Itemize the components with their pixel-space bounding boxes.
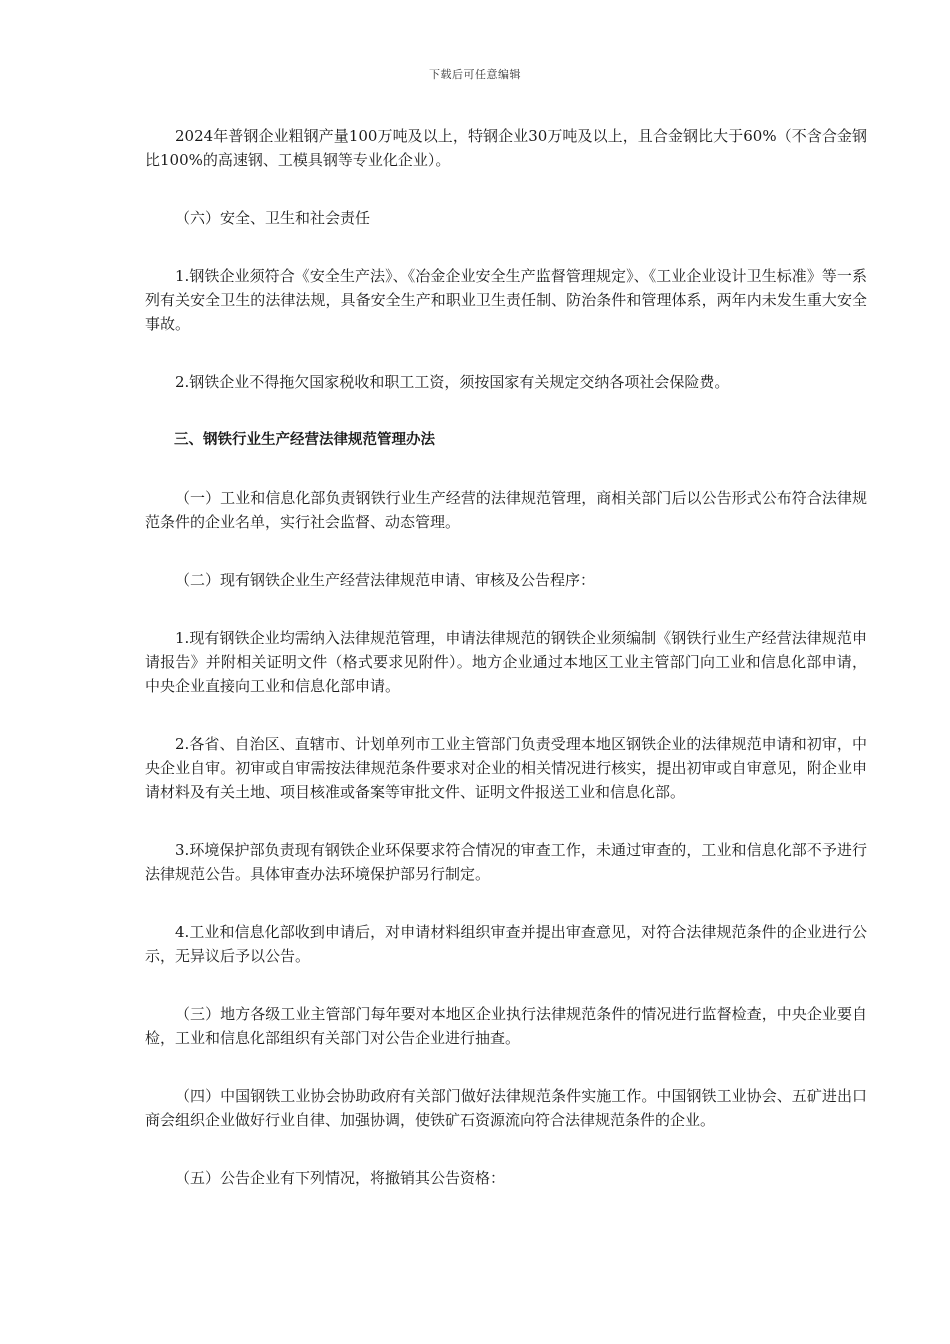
paragraph-supervision: （三）地方各级工业主管部门每年要对本地区企业执行法律规范条件的情况进行监督检查，中央企业要自检，工业和信息化部组织有关部门对公告企业进行抽查。 [145,1005,867,1047]
paragraph-procedure-2: 2.各省、自治区、直辖市、计划单列市工业主管部门负责受理本地区钢铁企业的法律规范申请和初审，中央企业自审。初审或自审需按法律规范条件要求对企业的相关情况进行核实，提出初审或自审意见，附企业申请材料及有关土地、项目核准或备案等审批文件、证明文件报送工业和信息化部。 [145,735,867,801]
section-heading-procedure: （二）现有钢铁企业生产经营法律规范申请、审核及公告程序： [175,571,596,589]
paragraph-association: （四）中国钢铁工业协会协助政府有关部门做好法律规范条件实施工作。中国钢铁工业协会、五矿进出口商会组织企业做好行业自律、加强协调，使铁矿石资源流向符合法律规范条件的企业。 [145,1087,867,1129]
paragraph-revocation: （五）公告企业有下列情况，将撤销其公告资格： [175,1169,506,1187]
paragraph-production-threshold: 2024年普钢企业粗钢产量100万吨及以上，特钢企业30万吨及以上，且合金钢比大于60%（不含合金钢比100%的高速钢、工模具钢等专业化企业）。 [145,127,867,169]
paragraph-procedure-4: 4.工业和信息化部收到申请后，对申请材料组织审查并提出审查意见，对符合法律规范条件的企业进行公示，无异议后予以公告。 [145,923,867,965]
paragraph-miit-responsibility: （一）工业和信息化部负责钢铁行业生产经营的法律规范管理，商相关部门后以公告形式公布符合法律规范条件的企业名单，实行社会监督、动态管理。 [145,489,867,531]
paragraph-procedure-3: 3.环境保护部负责现有钢铁企业环保要求符合情况的审查工作，未通过审查的，工业和信息化部不予进行法律规范公告。具体审查办法环境保护部另行制定。 [145,841,867,883]
document-body [145,124,867,1224]
page-header: 下载后可任意编辑 [429,68,521,81]
paragraph-safety-law: 1.钢铁企业须符合《安全生产法》、《冶金企业安全生产监督管理规定》、《工业企业设计卫生标准》等一系列有关安全卫生的法律法规，具备安全生产和职业卫生责任制、防治条件和管理体系，两年内未发生重大安全事故。 [145,267,867,333]
chapter-heading-management: 三、钢铁行业生产经营法律规范管理办法 [174,432,435,448]
section-heading-safety: （六）安全、卫生和社会责任 [175,209,371,227]
paragraph-tax-wages: 2.钢铁企业不得拖欠国家税收和职工工资，须按国家有关规定交纳各项社会保险费。 [175,373,730,391]
paragraph-procedure-1: 1.现有钢铁企业均需纳入法律规范管理，申请法律规范的钢铁企业须编制《钢铁行业生产经营法律规范申请报告》并附相关证明文件（格式要求见附件）。地方企业通过本地区工业主管部门向工业和信息化部申请，中央企业直接向工业和信息化部申请。 [145,629,867,695]
